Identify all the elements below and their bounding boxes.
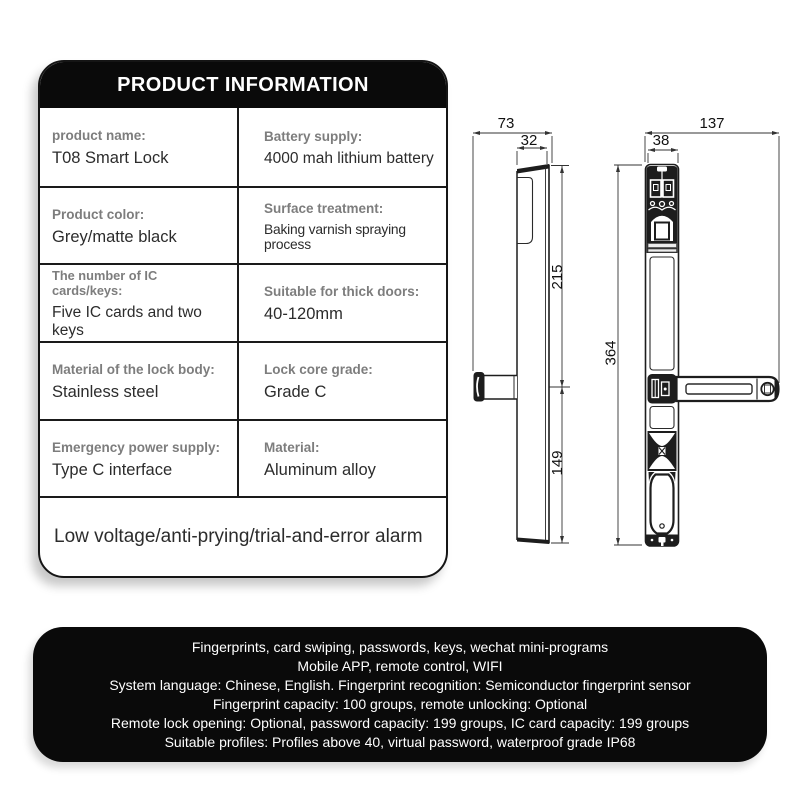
lock-side-view: [474, 164, 550, 544]
handle-end-cap: [474, 372, 485, 402]
spec-value: T08 Smart Lock: [52, 149, 169, 167]
spec-label: Suitable for thick doors:: [264, 284, 420, 299]
spec-label: product name:: [52, 128, 146, 143]
spec-cell-material: [237, 421, 446, 496]
feature-line: System language: Chinese, English. Fingerprint recognition: Semiconductor fingerprint sensor: [109, 676, 691, 693]
table-row: [40, 186, 446, 263]
dim-side-upper-height: 215: [548, 264, 566, 290]
spec-cell-emergency-power: [40, 421, 237, 496]
spec-label: Material:: [264, 439, 320, 455]
dim-side-total-width: 73: [497, 115, 515, 132]
feature-line: Fingerprint capacity: 100 groups, remote unlocking: Optional: [212, 695, 588, 712]
table-row: [40, 108, 446, 186]
dim-front-body-width: 38: [652, 132, 670, 149]
spec-value: Stainless steel: [52, 383, 159, 401]
spec-value: Grey/matte black: [52, 227, 177, 246]
spec-cell-surface-treatment: [237, 188, 446, 263]
alarm-features-text: Low voltage/anti-prying/trial-and-error alarm: [40, 496, 446, 576]
spec-label: Emergency power supply:: [52, 439, 221, 455]
spec-cell-lock-core-grade: [237, 343, 446, 419]
spec-label: Product color:: [52, 206, 145, 222]
spec-value: 4000 mah lithium battery: [264, 149, 434, 167]
feature-line: Remote lock opening: Optional, password capacity: 199 groups, IC card capacity: 199 groups: [110, 714, 690, 731]
spec-cell-ic-cards-keys: [40, 265, 237, 341]
table-row: [40, 263, 446, 341]
spec-cell-product-color: [40, 188, 237, 263]
dim-front-total-height: 364: [602, 340, 620, 366]
features-box: [33, 627, 767, 762]
keyhole-cover: [651, 475, 674, 534]
technical-drawing: [430, 100, 800, 620]
spec-cell-product-name: [40, 108, 237, 186]
spec-cell-door-thickness: [237, 265, 446, 341]
feature-line: Suitable profiles: Profiles above 40, virtual password, waterproof grade IP68: [164, 733, 636, 750]
table-row: [40, 341, 446, 419]
spec-label: Lock core grade:: [264, 362, 373, 377]
dim-side-body-width: 32: [520, 132, 538, 149]
table-row: [40, 419, 446, 496]
spec-value: Type C interface: [52, 460, 173, 479]
spec-value: 40-120mm: [264, 305, 343, 323]
dim-front-total-width: 137: [699, 115, 725, 132]
spec-cell-lock-body-material: [40, 343, 237, 419]
spec-value: Five IC cards and two keys: [52, 304, 202, 339]
spec-value: Baking varnish spraying process: [264, 222, 406, 252]
spec-label: Material of the lock body:: [52, 362, 215, 377]
lock-front-view: [646, 165, 779, 547]
spec-label: Battery supply:: [264, 128, 363, 144]
product-info-card: [38, 60, 448, 578]
dim-side-lower-height: 149: [548, 450, 566, 476]
card-title: PRODUCT INFORMATION: [40, 62, 446, 108]
spec-label: The number of IC cards/keys:: [52, 268, 158, 298]
feature-line: Fingerprints, card swiping, passwords, keys, wechat mini-programs: [191, 638, 609, 655]
feature-line: Mobile APP, remote control, WIFI: [297, 657, 503, 674]
spec-label: Surface treatment:: [264, 201, 384, 216]
spec-value: Grade C: [264, 383, 327, 401]
spec-cell-battery-supply: [237, 108, 446, 186]
spec-value: Aluminum alloy: [264, 460, 376, 479]
